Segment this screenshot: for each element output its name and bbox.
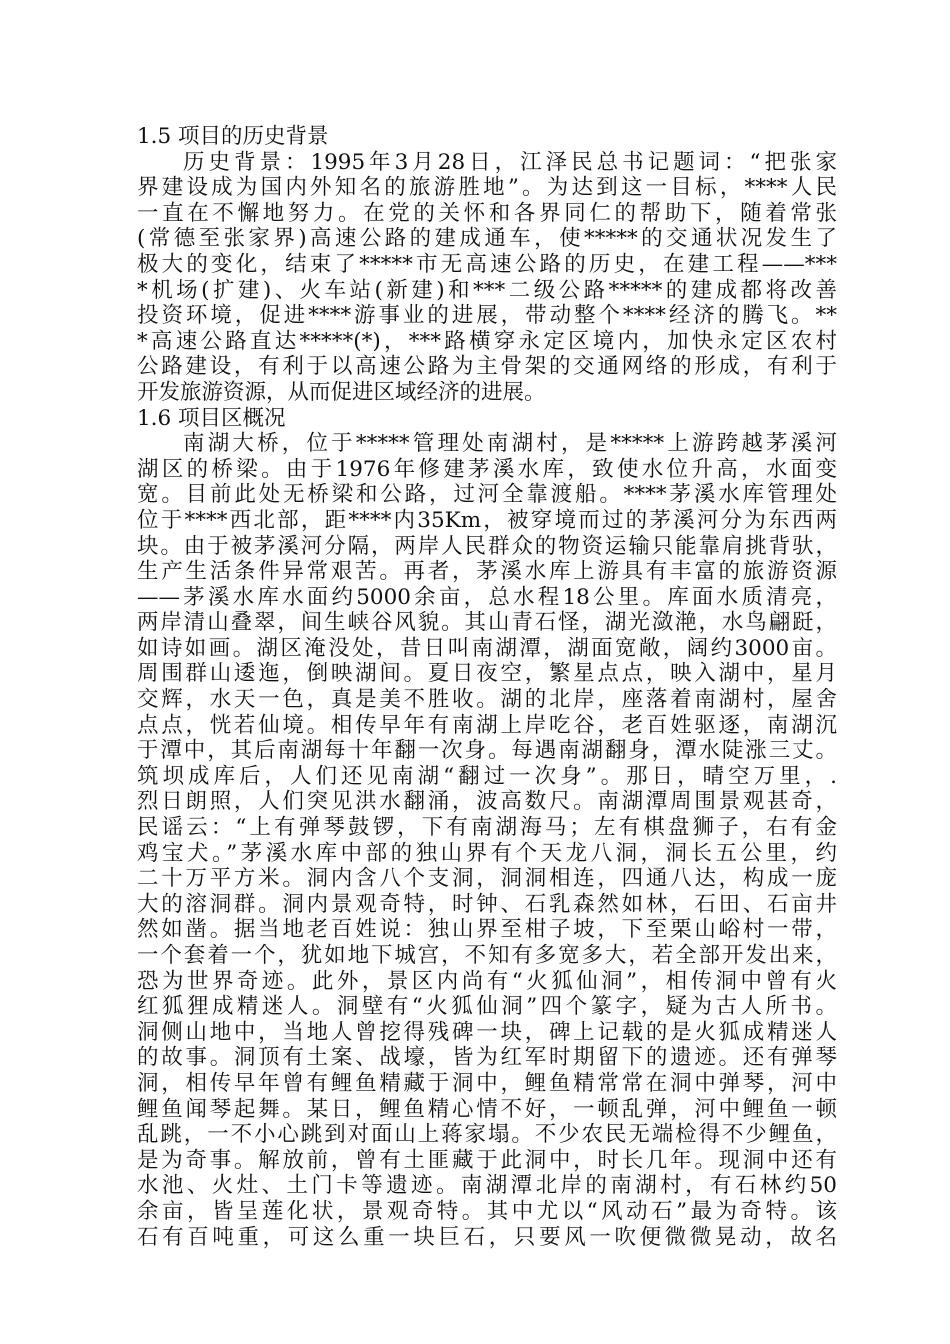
paragraph-line: 块。由于被茅溪河分隔，两岸人民群众的物资运输只能靠肩挑背驮， [137,533,837,559]
document-body [137,124,837,1276]
section-heading-1-5: 1.5 项目的历史背景 [137,124,329,149]
paragraph-line: 极大的变化，结束了*****市无高速公路的历史，在建工程——*** [137,251,837,277]
paragraph-line: 二十万平方米。洞内含八个支洞，洞洞相连，四通八达，构成一庞 [137,866,837,892]
paragraph-line: 大的溶洞群。洞内景观奇特，时钟、石乳森然如林，石田、石亩井 [137,891,837,917]
paragraph-line: 然如凿。据当地老百姓说：独山界至柑子坡，下至栗山峪村一带， [137,917,837,943]
paragraph-line [137,1250,837,1276]
paragraph-line: 交辉，水天一色，真是美不胜收。湖的北岸，座落着南湖村，屋舍 [137,687,837,713]
paragraph-line: 一个套着一个，犹如地下城宫，不知有多宽多大，若全部开发出来， [137,943,837,968]
paragraph-line: 投资环境，促进****游事业的进展，带动整个****经济的腾飞。** [137,303,837,329]
section-heading-1-6: 1.6 项目区概况 [137,405,286,431]
paragraph-line: 南湖大桥，位于*****管理处南湖村，是*****上游跨越茅溪河 [183,431,837,457]
paragraph-line: (常德至张家界)高速公路的建成通车，使*****的交通状况发生了 [137,226,837,252]
paragraph-line: 筑坝成库后，人们还见南湖“翻过一次身”。那日，晴空万里，. [137,763,837,789]
paragraph-line: *机场(扩建)、火车站(新建)和***二级公路*****的建成都将改善 [137,277,837,303]
paragraph-line: 恐为世界奇迹。此外，景区内尚有“火狐仙洞”，相传洞中曾有火 [137,968,837,994]
paragraph-line: 是为奇事。解放前，曾有土匪藏于此洞中，时长几年。现洞中还有 [137,1147,837,1173]
paragraph-line: 余亩，皆呈莲化状，景观奇特。其中尤以“风动石”最为奇特。该 [137,1198,837,1224]
paragraph-line: 水池、火灶、土门卡等遗迹。南湖潭北岸的南湖村，有石林约50 [137,1173,837,1199]
paragraph-line: 位于****西北部，距****内35Km，被穿境而过的茅溪河分为东西两 [137,507,837,533]
paragraph-line: ——茅溪水库水面约5000余亩，总水程18公里。库面水质清亮， [137,584,837,610]
paragraph-line: 石有百吨重，可这么重一块巨石，只要风一吹便微微晃动，故名 [137,1224,837,1250]
paragraph-line: 如诗如画。湖区淹没处，昔日叫南湖潭，湖面宽敞，阔约3000亩。 [137,635,837,661]
paragraph-line: 两岸清山叠翠，间生峡谷风貌。其山青石怪，湖光潋滟，水鸟翩跹， [137,610,837,636]
paragraph-line: 洞侧山地中，当地人曾挖得残碑一块，碑上记载的是火狐成精迷人 [137,1019,837,1045]
paragraph-line: 点点，恍若仙境。相传早年有南湖上岸吃谷，老百姓驱逐，南湖沉 [137,712,837,738]
paragraph-line: *高速公路直达*****(*)，***路横穿永定区境内，加快永定区农村 [137,328,837,354]
paragraph-line: 烈日朗照，人们突见洪水翻涌，波高数尺。南湖潭周围景观甚奇， [137,789,837,815]
paragraph-line: 公路建设，有利于以高速公路为主骨架的交通网络的形成，有利于 [137,354,837,380]
paragraph-line: 鲤鱼闻琴起舞。某日，鲤鱼精心情不好，一顿乱弹，河中鲤鱼一顿 [137,1096,837,1122]
paragraph-line: 一直在不懈地努力。在党的关怀和各界同仁的帮助下，随着常张 [137,200,837,226]
paragraph-line: 宽。目前此处无桥梁和公路，过河全靠渡船。****茅溪水库管理处 [137,482,837,508]
paragraph-line: 周围群山逶迤，倒映湖间。夏日夜空，繁星点点，映入湖中，星月 [137,661,837,687]
paragraph-line: 于潭中，其后南湖每十年翻一次身。每遇南湖翻身，潭水陡涨三丈。 [137,738,837,764]
paragraph-line: 洞，相传早年曾有鲤鱼精藏于洞中，鲤鱼精常常在洞中弹琴，河中 [137,1070,837,1096]
paragraph-line: 乱跳，一不小心跳到对面山上蒋家塌。不少农民无端检得不少鲤鱼， [137,1122,837,1148]
paragraph-line: 开发旅游资源，从而促进区域经济的进展。 [137,379,546,405]
paragraph-line: 民谣云：“上有弹琴鼓锣，下有南湖海马；左有棋盘狮子，右有金 [137,815,837,841]
paragraph-line: 鸡宝犬。”茅溪水库中部的独山界有个天龙八洞，洞长五公里，约 [137,840,837,866]
paragraph-line: 历史背景：1995年3月28日，江泽民总书记题词：“把张家 [183,149,837,175]
paragraph-line: 界建设成为国内外知名的旅游胜地”。为达到这一目标，****人民 [137,175,837,201]
paragraph-line: 的故事。洞顶有土案、战壕，皆为红军时期留下的遗迹。还有弹琴 [137,1045,837,1071]
paragraph-line: 生产生活条件异常艰苦。再者，茅溪水库上游具有丰富的旅游资源 [137,559,837,585]
paragraph-line: 红狐狸成精迷人。洞壁有“火狐仙洞”四个篆字，疑为古人所书。 [137,994,837,1020]
paragraph-line: 湖区的桥梁。由于1976年修建茅溪水库，致使水位升高，水面变 [137,456,837,482]
